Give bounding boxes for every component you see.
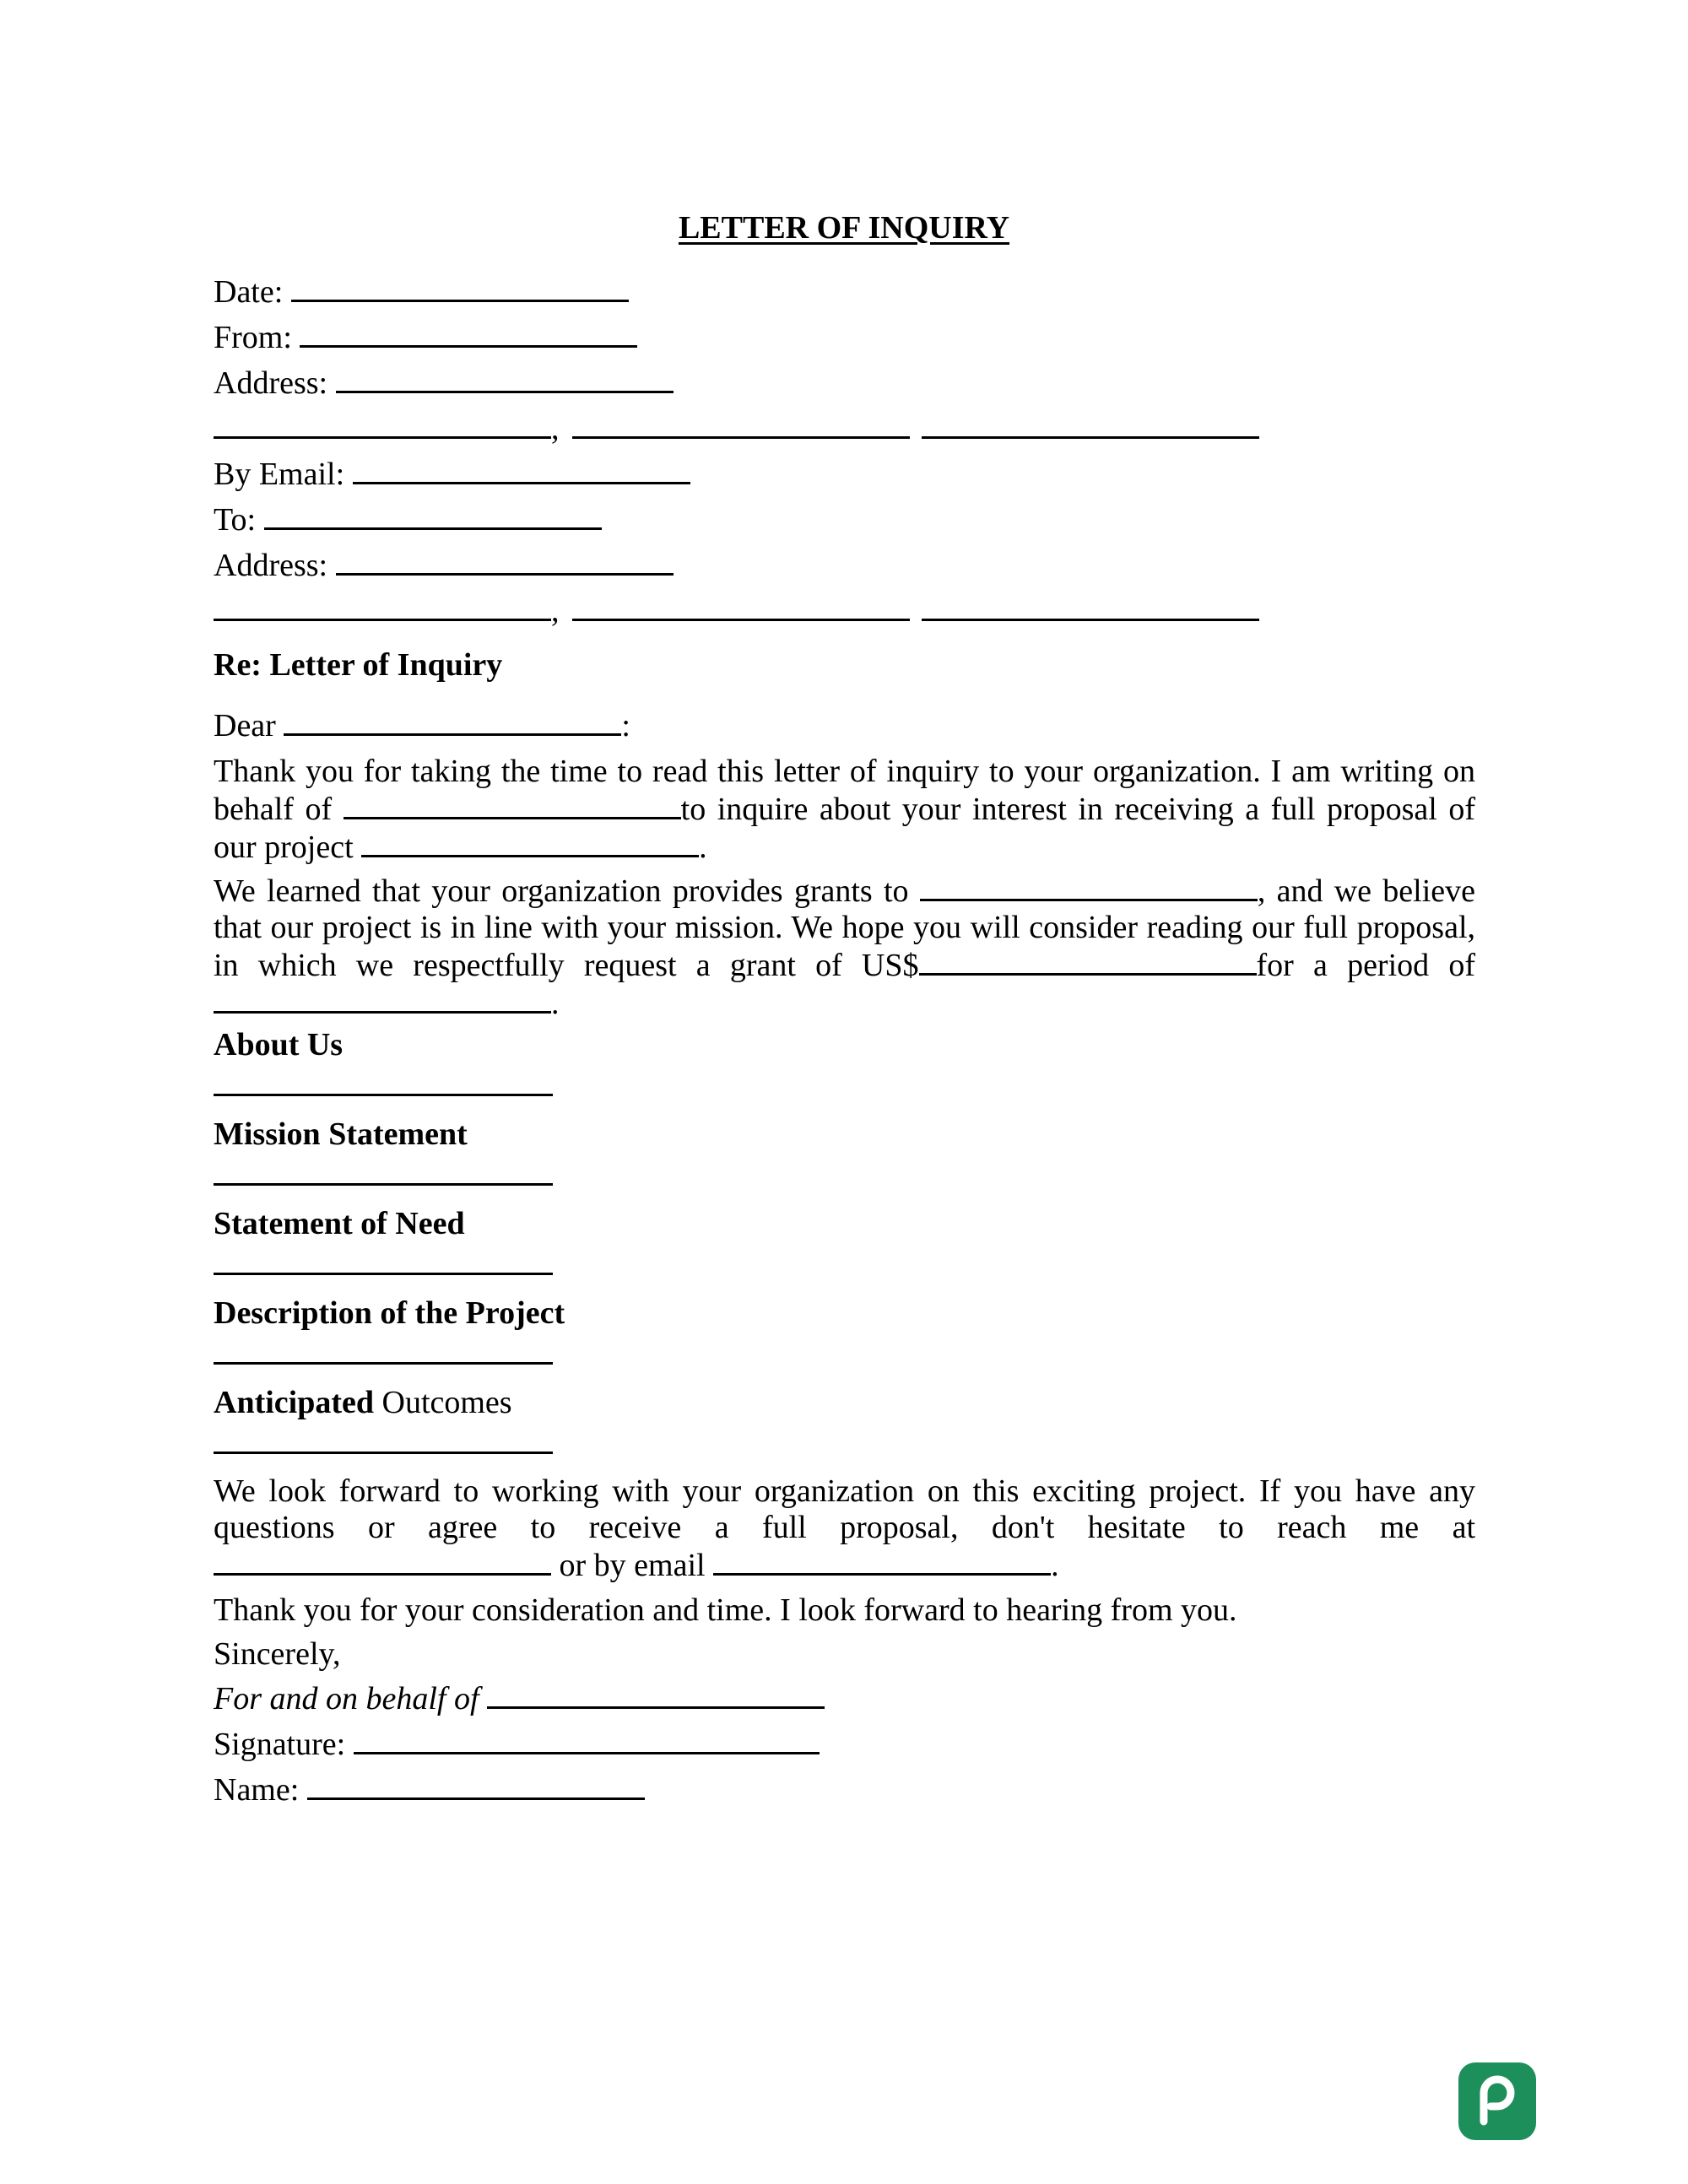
to-blank[interactable] [264, 500, 602, 530]
anticipated-outcomes-rest: Outcomes [374, 1385, 512, 1420]
grant-paragraph [214, 872, 1475, 1022]
from-blank[interactable] [300, 318, 637, 348]
date-label: Date: [214, 274, 284, 310]
grant-amount-blank[interactable] [919, 946, 1257, 976]
address-blank-recipient[interactable] [336, 546, 674, 576]
grant-text-4: . [551, 986, 560, 1021]
to-label: To: [214, 502, 257, 538]
intro-paragraph [214, 754, 1475, 866]
zip-blank-recipient[interactable] [922, 592, 1259, 621]
comma-sender: , [551, 411, 560, 446]
address-blank-sender[interactable] [336, 364, 674, 393]
thanks-line: Thank you for your consideration and time. I look forward to hearing from you. [214, 1592, 1237, 1628]
from-label: From: [214, 320, 292, 355]
city-blank-sender[interactable] [214, 409, 551, 439]
city-blank-recipient[interactable] [214, 592, 551, 621]
organization-blank[interactable] [344, 790, 681, 819]
name-field [214, 1770, 645, 1809]
name-label: Name: [214, 1772, 307, 1808]
project-description-heading: Description of the Project [214, 1295, 565, 1331]
signature-label: Signature: [214, 1727, 354, 1762]
by-email-label: By Email: [214, 457, 345, 492]
mission-statement-blank[interactable] [214, 1183, 553, 1186]
city-state-zip-recipient [214, 592, 1259, 630]
grant-text-1: We learned that your organization provides grants to [214, 873, 920, 909]
contact-text-2: or by email [551, 1548, 714, 1583]
statement-of-need-blank[interactable] [214, 1273, 553, 1275]
name-blank[interactable] [307, 1770, 645, 1800]
re-line: Re: Letter of Inquiry [214, 647, 503, 683]
address-label-sender: Address: [214, 365, 328, 401]
phone-blank[interactable] [214, 1546, 551, 1576]
by-email-field [214, 455, 690, 494]
dear-label: Dear [214, 708, 276, 743]
anticipated-outcomes-heading [214, 1383, 512, 1422]
date-field [214, 273, 629, 311]
contact-text-1: We look forward to working with your organization on this exciting project. If you have any questions or agree to receive a full proposal, don't hesitate to reach me at [214, 1473, 1475, 1545]
signature-field [214, 1725, 820, 1764]
salutation-colon: : [621, 708, 630, 743]
grant-text-2: , and we believe that our project is in line with your mission. We hope you will consider reading our full proposal, in which we respectfully request a grant of US$ [214, 873, 1476, 983]
intro-text-2: to inquire about your interest in receiving a full proposal of our project [214, 792, 1475, 865]
project-description-blank[interactable] [214, 1362, 553, 1365]
grant-period-blank[interactable] [214, 984, 551, 1014]
intro-text-1: Thank you for taking the time to read this letter of inquiry to your organization. I am writing on behalf of [214, 754, 1475, 827]
from-field [214, 318, 637, 357]
grant-text-3: for a period of [1256, 948, 1475, 983]
sincerely-line: Sincerely, [214, 1636, 341, 1672]
signature-blank[interactable] [354, 1725, 820, 1754]
city-state-zip-sender [214, 409, 1259, 448]
project-blank[interactable] [361, 828, 699, 857]
document-title: LETTER OF INQUIRY [678, 210, 1010, 246]
about-us-heading: About Us [214, 1027, 344, 1062]
zip-blank-sender[interactable] [922, 409, 1259, 439]
address-label-recipient: Address: [214, 548, 328, 583]
to-field [214, 500, 602, 539]
state-blank-sender[interactable] [572, 409, 910, 439]
statement-of-need-heading: Statement of Need [214, 1206, 465, 1241]
state-blank-recipient[interactable] [572, 592, 910, 621]
date-blank[interactable] [291, 273, 629, 302]
p-glyph-icon [1458, 2062, 1536, 2140]
about-us-blank[interactable] [214, 1094, 553, 1096]
contact-paragraph [214, 1473, 1475, 1584]
grant-focus-blank[interactable] [920, 872, 1258, 901]
on-behalf-field [214, 1679, 825, 1718]
salutation [214, 706, 630, 745]
comma-recipient: , [551, 593, 560, 629]
by-email-blank[interactable] [353, 455, 690, 484]
anticipated-outcomes-blank[interactable] [214, 1451, 553, 1454]
mission-statement-heading: Mission Statement [214, 1116, 468, 1152]
address-field-recipient [214, 546, 674, 585]
on-behalf-blank[interactable] [487, 1679, 825, 1709]
brand-p-logo-icon [1458, 2062, 1536, 2140]
recipient-name-blank[interactable] [284, 706, 621, 736]
address-field-sender [214, 364, 674, 403]
intro-text-3: . [699, 830, 707, 865]
anticipated-outcomes-bold: Anticipated [214, 1385, 374, 1420]
email-blank[interactable] [713, 1546, 1051, 1576]
contact-text-3: . [1051, 1548, 1059, 1583]
on-behalf-label: For and on behalf of [214, 1681, 488, 1716]
